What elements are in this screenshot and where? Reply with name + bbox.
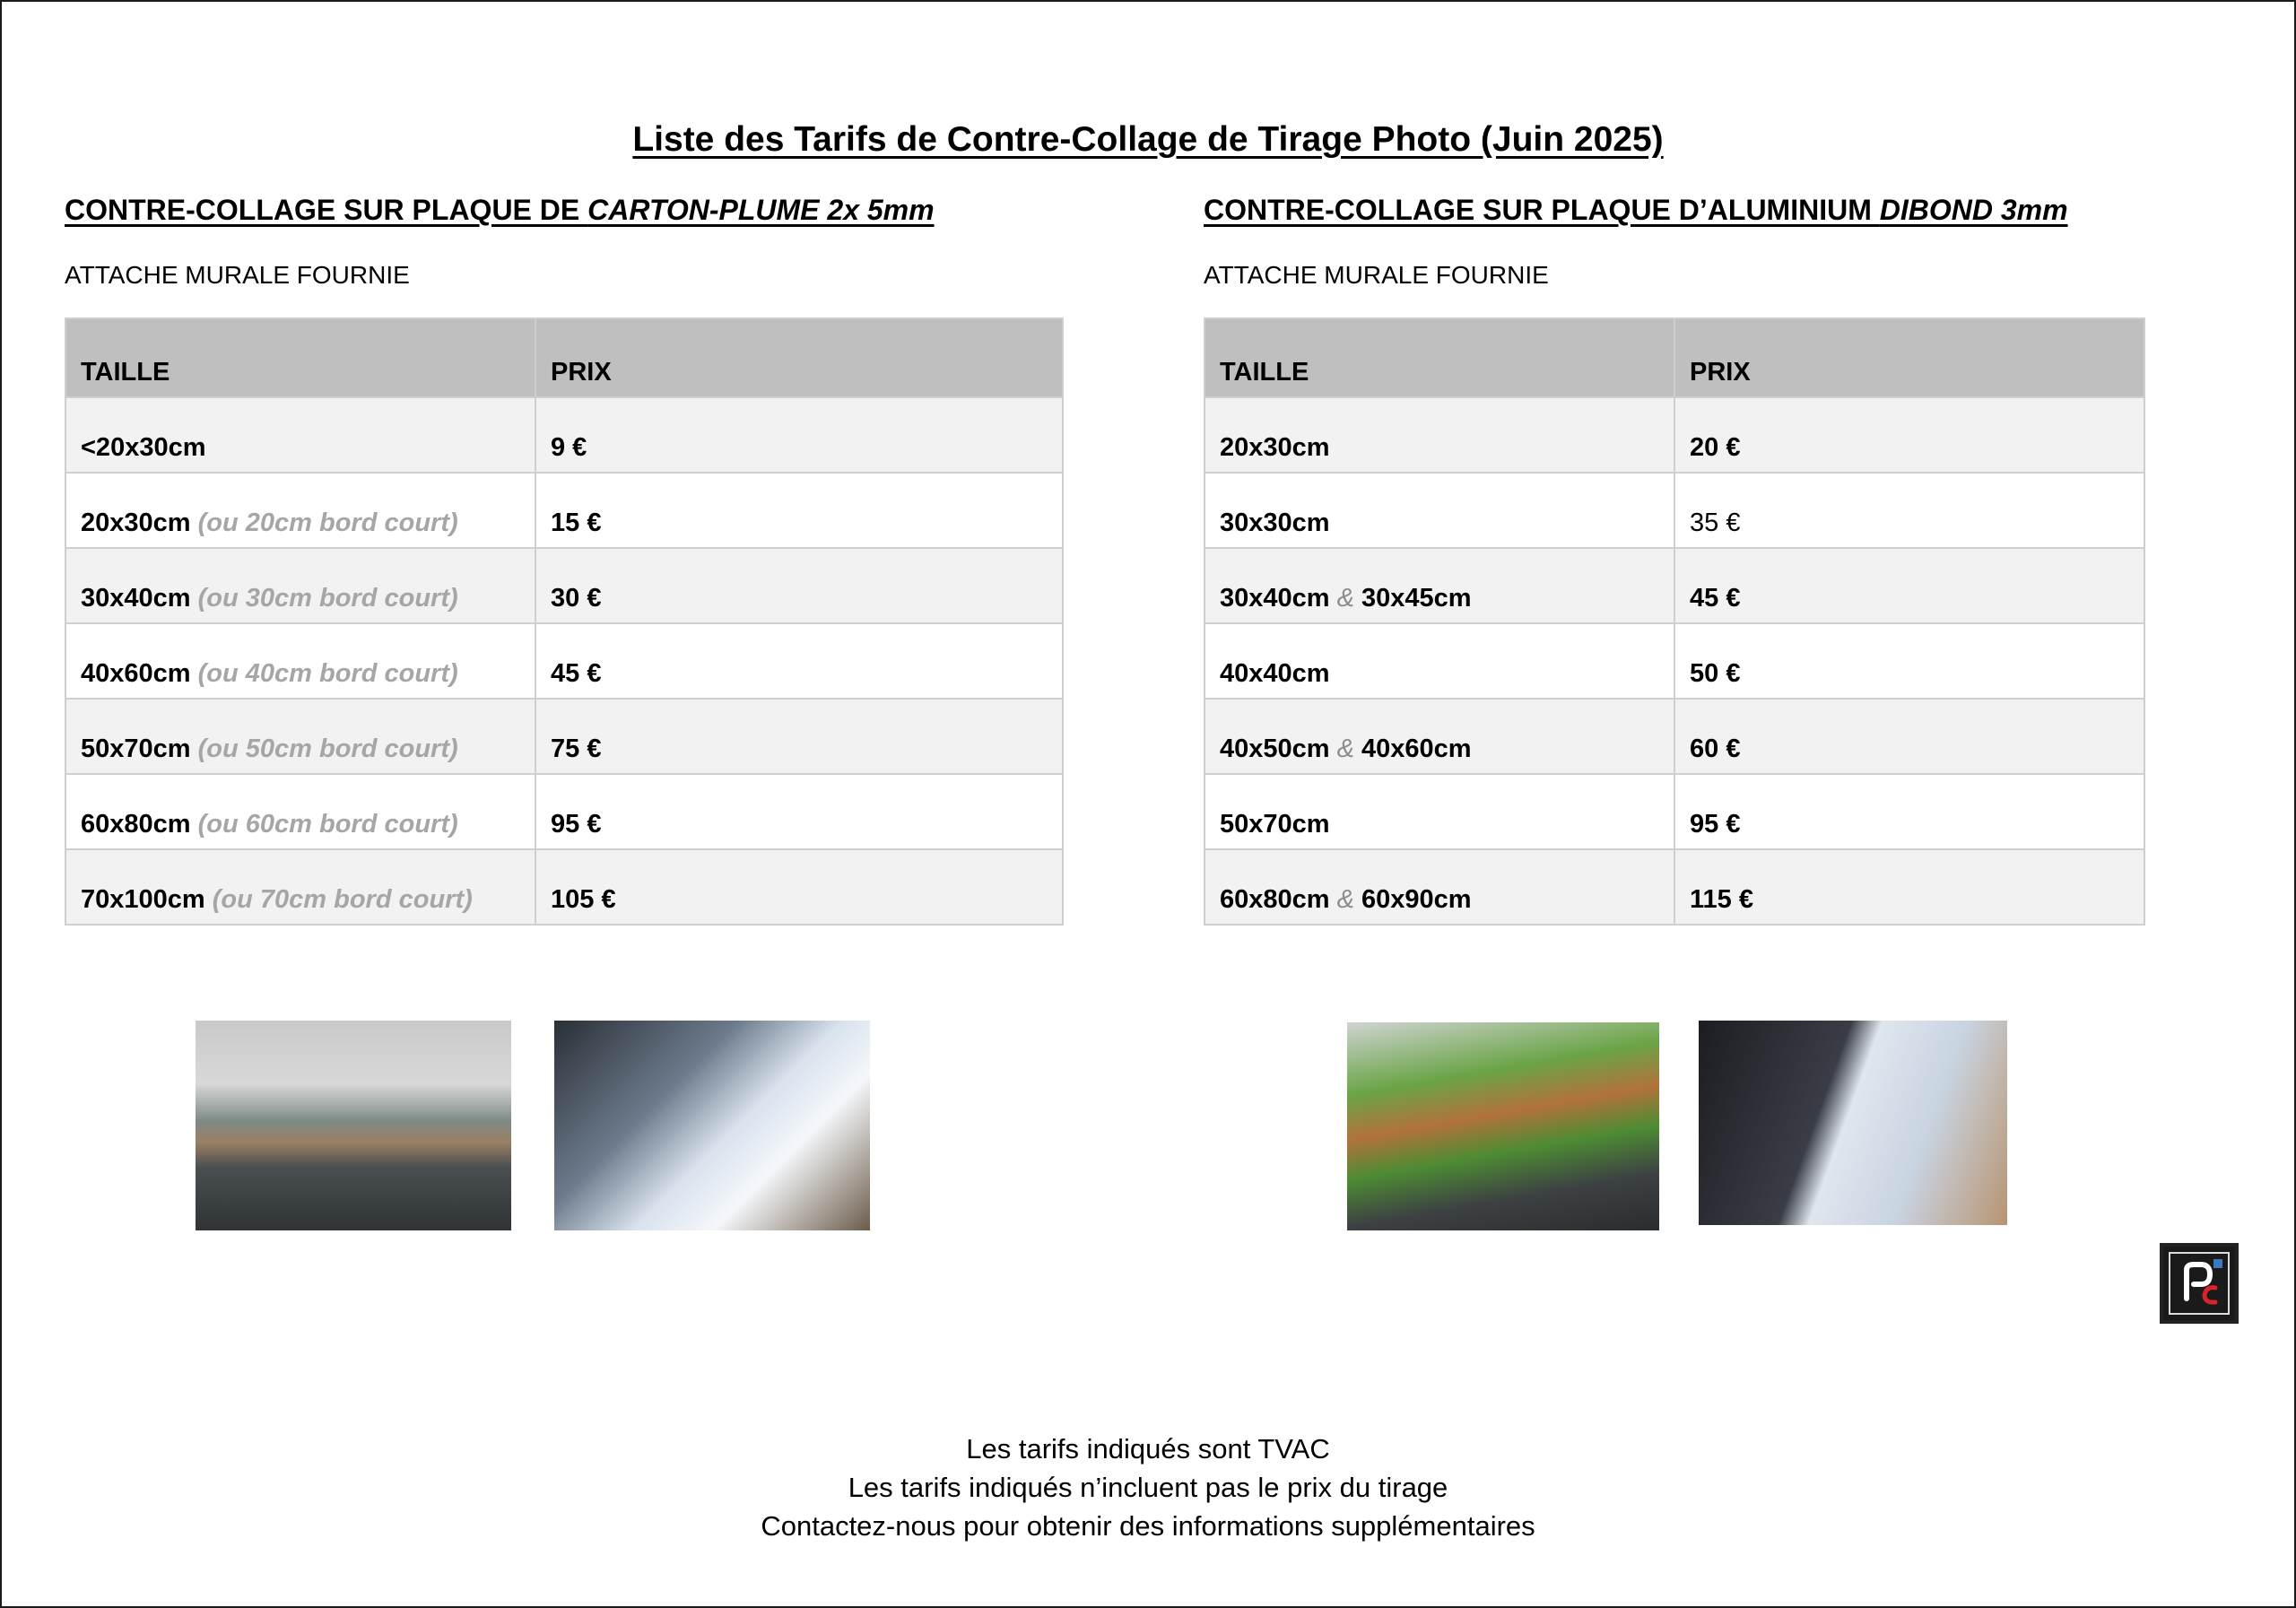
table-row (1205, 699, 2144, 774)
page-title: Liste des Tarifs de Contre-Collage de Tirage Photo (Juin 2025) (632, 120, 1664, 159)
brand-logo-icon (2160, 1243, 2239, 1324)
size-note: (ou 70cm bord court) (212, 885, 473, 914)
table-row (1205, 774, 2144, 849)
size-value: 30x40cm (1220, 584, 1330, 613)
footer-contact-note: Contactez-nous pour obtenir des informations supplémentaires (761, 1510, 1535, 1542)
size-cell (65, 774, 535, 849)
size-value: 40x60cm (81, 659, 191, 688)
size-note: (ou 50cm bord court) (197, 734, 458, 763)
logo-mark-icon (2163, 1247, 2235, 1320)
size-value: 40x40cm (1220, 659, 1330, 688)
size-cell (65, 623, 535, 699)
dibond-heading (1204, 194, 2068, 227)
footer-vat-note: Les tarifs indiqués sont TVAC (966, 1433, 1330, 1465)
price-cell: 60 € (1674, 699, 2144, 774)
wall-mount-note: ATTACHE MURALE FOURNIE (1204, 261, 1549, 289)
dibond-wall-mount-photo (1699, 1021, 2007, 1225)
size-cell (65, 397, 535, 473)
size-note: (ou 40cm bord court) (197, 659, 458, 688)
size-cell (65, 473, 535, 548)
price-cell: 30 € (535, 548, 1063, 623)
price-cell: 95 € (535, 774, 1063, 849)
price-cell: 105 € (535, 849, 1063, 925)
size-value: <20x30cm (81, 433, 206, 462)
column-header-price: PRIX (535, 318, 1063, 397)
size-value: 40x50cm (1220, 734, 1330, 763)
dibond-edge-print-photo (1347, 1022, 1659, 1230)
size-note: (ou 20cm bord court) (197, 508, 458, 537)
footer-notes (0, 1430, 2296, 1545)
size-note: (ou 30cm bord court) (197, 584, 458, 613)
price-cell: 15 € (535, 473, 1063, 548)
price-cell: 95 € (1674, 774, 2144, 849)
size-cell (1205, 699, 1674, 774)
size-value: 50x70cm (1220, 810, 1330, 839)
size-cell (65, 548, 535, 623)
price-cell: 50 € (1674, 623, 2144, 699)
size-cell (1205, 473, 1674, 548)
table-row (65, 623, 1063, 699)
heading-text: CONTRE-COLLAGE SUR PLAQUE DE (65, 194, 588, 226)
size-separator: & (1336, 734, 1354, 763)
size-value-alt: 30x45cm (1361, 584, 1472, 613)
table-row (65, 397, 1063, 473)
heading-material: CARTON-PLUME 2x 5mm (587, 194, 935, 226)
price-cell: 45 € (535, 623, 1063, 699)
price-cell: 45 € (1674, 548, 2144, 623)
size-cell (1205, 397, 1674, 473)
size-value-alt: 60x90cm (1361, 885, 1472, 914)
table-row (1205, 849, 2144, 925)
size-separator: & (1336, 584, 1354, 613)
size-cell (1205, 849, 1674, 925)
table-row (65, 849, 1063, 925)
column-header-size: TAILLE (1205, 318, 1674, 397)
price-cell: 35 € (1674, 473, 2144, 548)
size-value: 50x70cm (81, 734, 191, 763)
foam-board-mounted-print-photo (196, 1021, 511, 1230)
dibond-section (1204, 194, 2068, 914)
size-value: 60x80cm (1220, 885, 1330, 914)
heading-text: CONTRE-COLLAGE SUR PLAQUE D’ALUMINIUM (1204, 194, 1880, 226)
table-row (1205, 397, 2144, 473)
size-value: 30x40cm (81, 584, 191, 613)
size-note: (ou 60cm bord court) (197, 810, 458, 839)
table-row (65, 473, 1063, 548)
carton-plume-section (65, 194, 935, 914)
column-header-price: PRIX (1674, 318, 2144, 397)
column-header-size: TAILLE (65, 318, 535, 397)
price-cell: 20 € (1674, 397, 2144, 473)
footer-print-excluded-note: Les tarifs indiqués n’incluent pas le prix du tirage (848, 1472, 1448, 1503)
table-header-row (1205, 318, 2144, 397)
price-cell: 75 € (535, 699, 1063, 774)
size-cell (1205, 774, 1674, 849)
size-value: 20x30cm (81, 508, 191, 537)
table-row (65, 699, 1063, 774)
table-header-row (65, 318, 1063, 397)
size-value: 60x80cm (81, 810, 191, 839)
table-row (1205, 623, 2144, 699)
wall-mount-note: ATTACHE MURALE FOURNIE (65, 261, 410, 289)
size-cell (65, 699, 535, 774)
size-value-alt: 40x60cm (1361, 734, 1472, 763)
carton-plume-price-table (65, 317, 1064, 926)
price-cell: 115 € (1674, 849, 2144, 925)
size-value: 70x100cm (81, 885, 205, 914)
foam-board-displayed-print-photo (554, 1021, 870, 1230)
table-row (65, 548, 1063, 623)
table-row (65, 774, 1063, 849)
dibond-price-table (1204, 317, 2145, 926)
size-value: 30x30cm (1220, 508, 1330, 537)
size-cell (1205, 548, 1674, 623)
size-cell (1205, 623, 1674, 699)
carton-plume-heading (65, 194, 935, 227)
size-separator: & (1336, 885, 1354, 914)
size-cell (65, 849, 535, 925)
table-row (1205, 548, 2144, 623)
table-row (1205, 473, 2144, 548)
price-cell: 9 € (535, 397, 1063, 473)
heading-material: DIBOND 3mm (1879, 194, 2068, 226)
size-value: 20x30cm (1220, 433, 1330, 462)
